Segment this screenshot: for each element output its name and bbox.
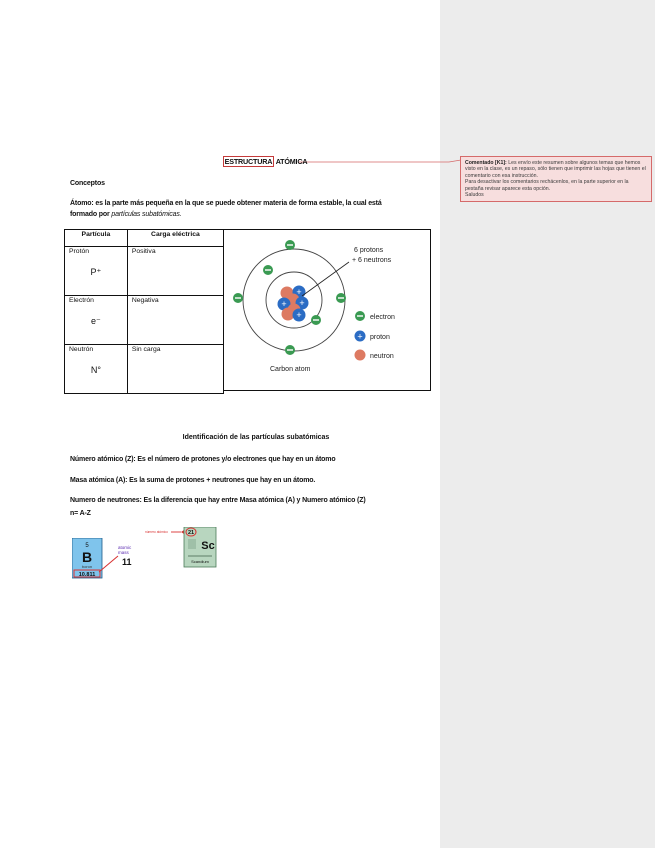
- legend: [355, 311, 396, 361]
- boron-number: 5: [85, 543, 89, 549]
- title-highlight[interactable]: ESTRUCTURA: [224, 157, 273, 166]
- atomo-italic: partículas subatómicas: [111, 211, 180, 218]
- proton-label: Protón: [69, 248, 90, 255]
- z-definition: Número atómico (Z): Es el número de protones y/o electrones que hay en un átomo: [70, 456, 336, 463]
- atomo-end: .: [179, 211, 182, 218]
- comment-body: Les envío este resumen sobre algunos temas que hemos visto en la clase, es un repaso, sólo tienen que imprimir las hojas que tienen el comentario con esa instrucción.: [465, 160, 646, 179]
- neutron-label: Neutrón: [69, 346, 94, 353]
- electron-label: Electrón: [69, 297, 94, 304]
- atomo-paragraph: [70, 198, 440, 220]
- atomic-mass-label-2: mass: [118, 550, 129, 555]
- electron-symbol: e⁻: [91, 316, 101, 326]
- header-particle: Partícula: [65, 230, 128, 247]
- title-rest: ATÓMICA: [274, 157, 308, 166]
- atom-diagram-cell: [224, 229, 431, 391]
- n-definition: Numero de neutrones: Es la diferencia que hay entre Masa atómica (A) y Numero atómico (Z): [70, 497, 366, 504]
- cell-neutron: [65, 345, 128, 394]
- page-title: [0, 157, 530, 166]
- particles-table: [64, 229, 224, 394]
- neutrons-label: + 6 neutrons: [352, 257, 392, 264]
- cell-proton: [65, 247, 128, 296]
- a-definition: Masa atómica (A): Es la suma de protones + neutrones que hay en un átomo.: [70, 477, 316, 484]
- svg-text:+: +: [357, 331, 363, 342]
- svg-text:+: +: [296, 287, 302, 297]
- cell-proton-charge: Positiva: [127, 247, 223, 296]
- nucleus-pointer: [302, 262, 349, 296]
- legend-electron: electron: [370, 314, 395, 321]
- atomic-mass-label-1: atomic: [118, 545, 132, 550]
- proton-symbol: P⁺: [90, 267, 102, 277]
- cell-electron: [65, 296, 128, 345]
- boron-name: boron: [81, 564, 93, 569]
- atomic-number-pointer-label: número atómico: [145, 530, 168, 534]
- comment-body-3: Saludos: [465, 192, 484, 199]
- identification-title: Identificación de las partículas subatómicas: [182, 434, 330, 441]
- neutron-symbol: N°: [90, 365, 101, 375]
- atomo-def-2: formado por: [70, 211, 112, 218]
- arrow-icon: [181, 530, 184, 534]
- atom-caption: Carbon atom: [270, 366, 311, 373]
- scandium-name: Scandium: [191, 559, 209, 564]
- cell-neutron-charge: Sin carga: [127, 345, 223, 394]
- nucleus: [278, 286, 309, 322]
- boron-symbol: B: [81, 549, 93, 565]
- svg-text:+: +: [296, 310, 302, 320]
- comments-pane: [440, 0, 655, 848]
- conceptos-heading: Conceptos: [70, 180, 105, 187]
- comment-header: Comentado [K1]:: [465, 160, 507, 166]
- svg-text:+: +: [299, 298, 305, 308]
- boron-tile: [72, 538, 142, 580]
- boron-mass: 10.811: [78, 572, 96, 578]
- scandium-symbol: Sc: [201, 540, 215, 552]
- comment-body-2: Para desactivar los comentarios rechácenlos, en la parte superior en la pestaña revisar aparece esta opción.: [465, 179, 629, 192]
- protons-label: 6 protons: [354, 247, 384, 254]
- atomo-label: Átomo:: [70, 200, 94, 207]
- scandium-number: 21: [187, 530, 195, 536]
- legend-proton: proton: [370, 334, 390, 341]
- carbon-atom-diagram: [224, 230, 431, 392]
- legend-neutron: neutron: [370, 353, 394, 360]
- scandium-tile: [145, 527, 220, 569]
- n-formula: n= A-Z: [70, 510, 91, 517]
- atomo-def: es la parte más pequeña en la que se puede obtener materia de forma estable, la cual está: [93, 200, 382, 207]
- svg-text:+: +: [281, 299, 287, 309]
- cell-electron-charge: Negativa: [127, 296, 223, 345]
- legend-neutron-swatch: [355, 350, 366, 361]
- header-charge: Carga eléctrica: [127, 230, 223, 247]
- boron-rounded-mass: 11: [122, 557, 132, 567]
